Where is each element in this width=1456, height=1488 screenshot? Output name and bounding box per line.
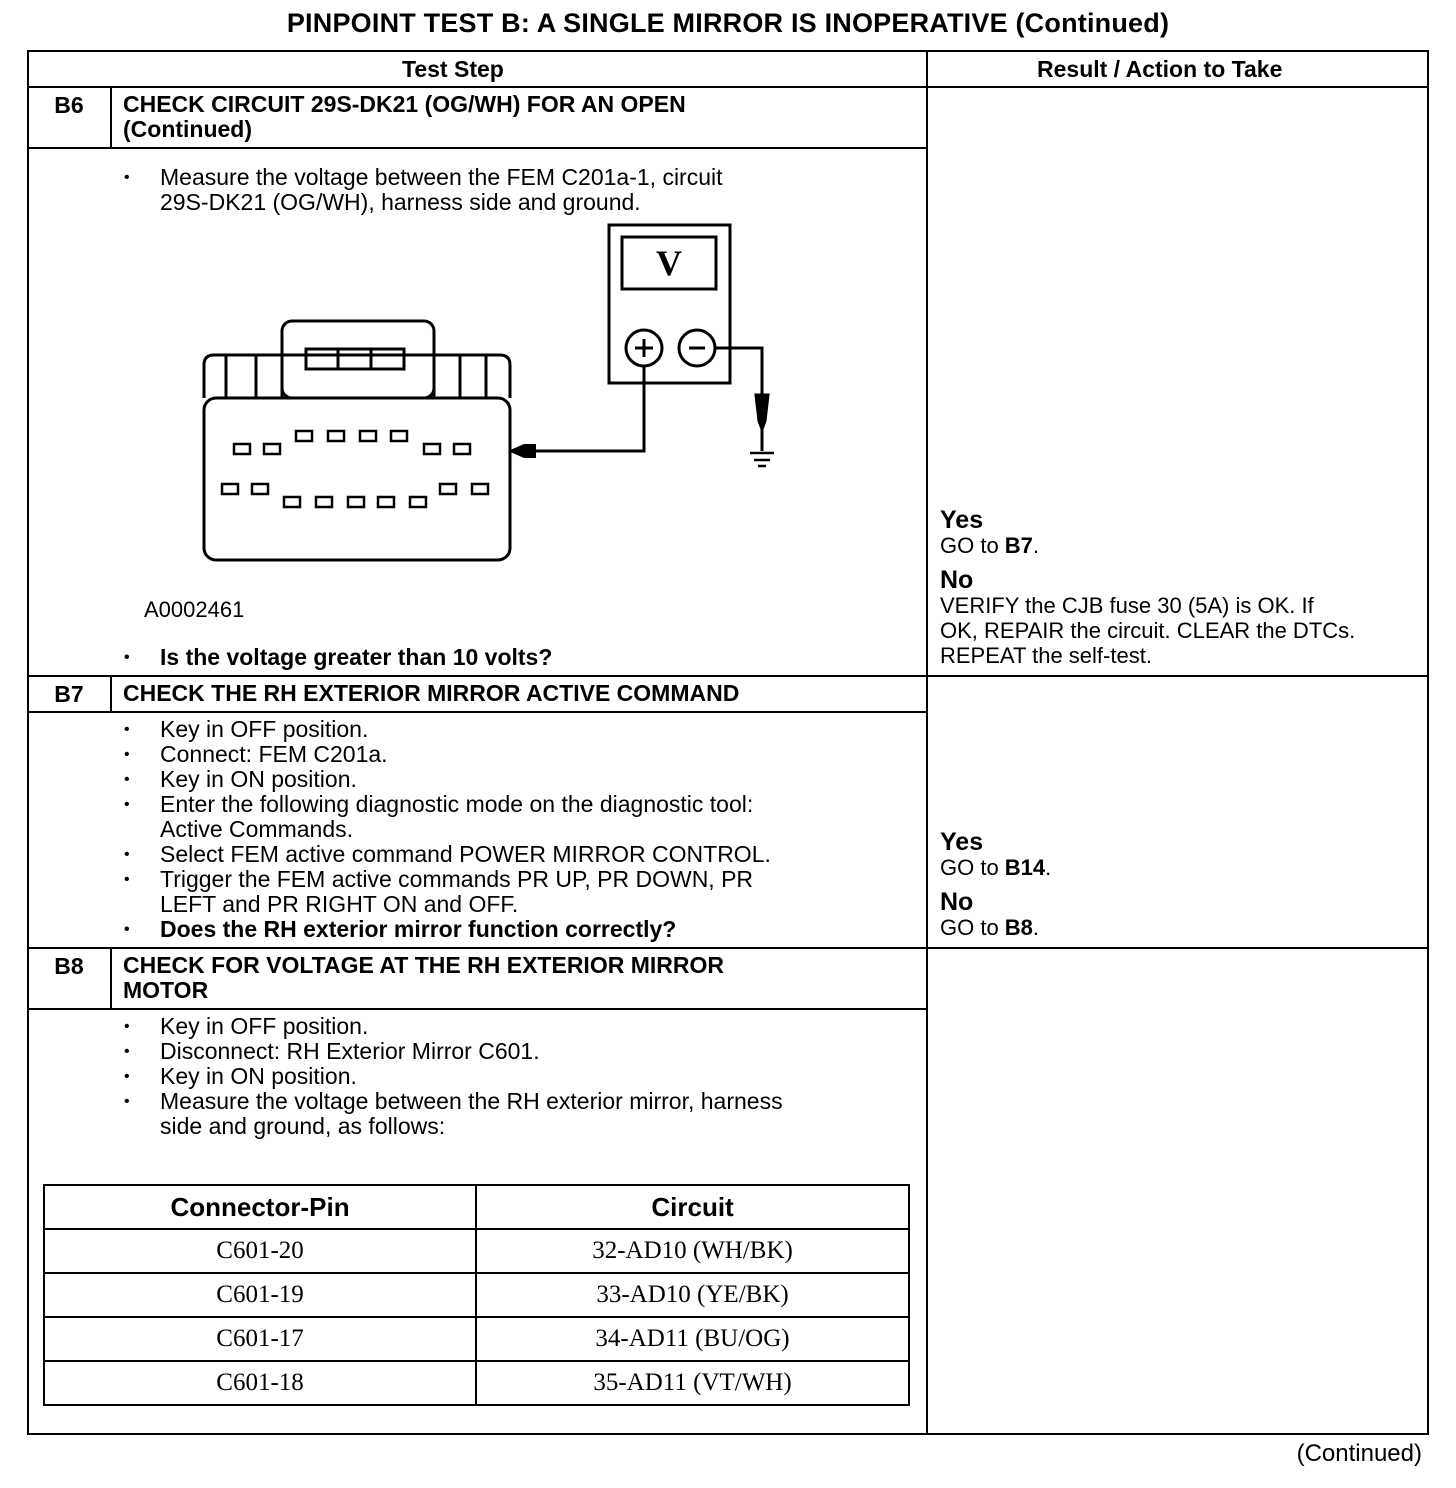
b6-question-list xyxy=(124,645,914,670)
b7-yes-label: Yes xyxy=(940,828,984,856)
b6-no-action-line2: OK, REPAIR the circuit. CLEAR the DTCs. xyxy=(940,618,1356,643)
b7-id-divider xyxy=(110,675,112,712)
voltmeter-diagram xyxy=(190,215,810,575)
b6-bullet-measure: • Measure the voltage between the FEM C201a-1, circuit 29S-DK21 (OG/WH), harness side and ground. xyxy=(124,165,914,215)
step-title-b7: CHECK THE RH EXTERIOR MIRROR ACTIVE COMMAND xyxy=(123,680,740,706)
b7-row-divider xyxy=(27,675,1429,677)
b8-bullet: • Key in ON position. xyxy=(124,1064,914,1089)
step-title-b6-line1: CHECK CIRCUIT 29S-DK21 (OG/WH) FOR AN OPEN xyxy=(123,91,686,117)
results-column-divider xyxy=(926,50,928,1435)
connector-pin-table xyxy=(43,1184,910,1406)
step-id-b6: B6 xyxy=(54,92,84,118)
table-header-row xyxy=(44,1185,909,1229)
b7-yes-action: GO to B14. xyxy=(940,855,1052,880)
b6-yes-label: Yes xyxy=(940,506,984,534)
b7-yes-target: B14 xyxy=(1004,855,1046,880)
b7-result xyxy=(940,830,1425,940)
b7-no-label: No xyxy=(940,888,974,916)
cell-connector-pin: C601-19 xyxy=(44,1273,476,1317)
b7-title-divider xyxy=(27,711,927,713)
b8-bullet: • Disconnect: RH Exterior Mirror C601. xyxy=(124,1039,914,1064)
header-row-divider xyxy=(27,86,1429,88)
cell-connector-pin: C601-17 xyxy=(44,1317,476,1361)
b7-bullet: • Key in ON position. xyxy=(124,767,914,792)
step-id-b7: B7 xyxy=(54,681,84,707)
b6-question: • Is the voltage greater than 10 volts? xyxy=(124,645,914,670)
table-row xyxy=(44,1273,909,1317)
b8-bullet: • Key in OFF position. xyxy=(124,1014,914,1039)
connector-rail xyxy=(204,355,510,398)
b8-bullet: • Measure the voltage between the RH exterior mirror, harness side and ground, as follows: xyxy=(124,1089,914,1139)
header-test-step: Test Step xyxy=(402,56,504,82)
b6-no-action-line3: REPEAT the self-test. xyxy=(940,643,1152,668)
b7-bullet: • Enter the following diagnostic mode on the diagnostic tool: Active Commands. xyxy=(124,792,914,842)
b8-instructions xyxy=(124,1014,914,1139)
step-title-b6-line2: (Continued) xyxy=(123,116,253,142)
continued-note: (Continued) xyxy=(1296,1440,1422,1467)
b6-title-divider xyxy=(27,147,927,149)
b8-title-divider xyxy=(27,1008,927,1010)
header-result: Result / Action to Take xyxy=(1037,56,1283,82)
step-title-b6 xyxy=(123,92,686,142)
step-title-b8-line2: MOTOR xyxy=(123,977,209,1003)
table-row xyxy=(44,1361,909,1405)
b6-yes-action: GO to B7. xyxy=(940,533,1040,558)
b7-no-action: GO to B8. xyxy=(940,915,1040,940)
b6-id-divider xyxy=(110,86,112,148)
negative-lead xyxy=(715,348,762,395)
cell-circuit: 32-AD10 (WH/BK) xyxy=(476,1229,909,1273)
b7-no-target: B8 xyxy=(1004,915,1033,940)
table-row xyxy=(44,1229,909,1273)
page-title: PINPOINT TEST B: A SINGLE MIRROR IS INOPERATIVE (Continued) xyxy=(286,8,1170,38)
positive-lead xyxy=(526,366,644,451)
b6-no-action-line1: VERIFY the CJB fuse 30 (5A) is OK. If xyxy=(940,593,1314,618)
cell-circuit: 33-AD10 (YE/BK) xyxy=(476,1273,909,1317)
b8-row-divider xyxy=(27,947,1429,949)
column-header-connector-pin: Connector-Pin xyxy=(44,1185,476,1229)
b7-bullet: • Connect: FEM C201a. xyxy=(124,742,914,767)
b6-instructions xyxy=(124,165,914,215)
b8-id-divider xyxy=(110,947,112,1009)
cell-connector-pin: C601-18 xyxy=(44,1361,476,1405)
b6-yes-target: B7 xyxy=(1004,533,1033,558)
b7-bullet: • Key in OFF position. xyxy=(124,717,914,742)
cell-circuit: 35-AD11 (VT/WH) xyxy=(476,1361,909,1405)
connector-body xyxy=(204,398,510,560)
table-row xyxy=(44,1317,909,1361)
b6-no-label: No xyxy=(940,566,974,594)
probe-tip xyxy=(508,444,536,458)
column-header-circuit: Circuit xyxy=(476,1185,909,1229)
figure-id: A0002461 xyxy=(144,597,245,622)
step-id-b8: B8 xyxy=(54,953,84,979)
step-title-b8 xyxy=(123,953,724,1003)
cell-circuit: 34-AD11 (BU/OG) xyxy=(476,1317,909,1361)
step-title-b8-line1: CHECK FOR VOLTAGE AT THE RH EXTERIOR MIRROR xyxy=(123,952,724,978)
b7-instructions xyxy=(124,717,914,942)
ground-probe xyxy=(756,395,768,429)
b6-result xyxy=(940,508,1425,668)
meter-symbol: V xyxy=(656,243,682,283)
b7-bullet: • Trigger the FEM active commands PR UP, PR DOWN, PR LEFT and PR RIGHT ON and OFF. xyxy=(124,867,914,917)
b7-question: • Does the RH exterior mirror function correctly? xyxy=(124,917,914,942)
cell-connector-pin: C601-20 xyxy=(44,1229,476,1273)
b7-bullet: • Select FEM active command POWER MIRROR CONTROL. xyxy=(124,842,914,867)
